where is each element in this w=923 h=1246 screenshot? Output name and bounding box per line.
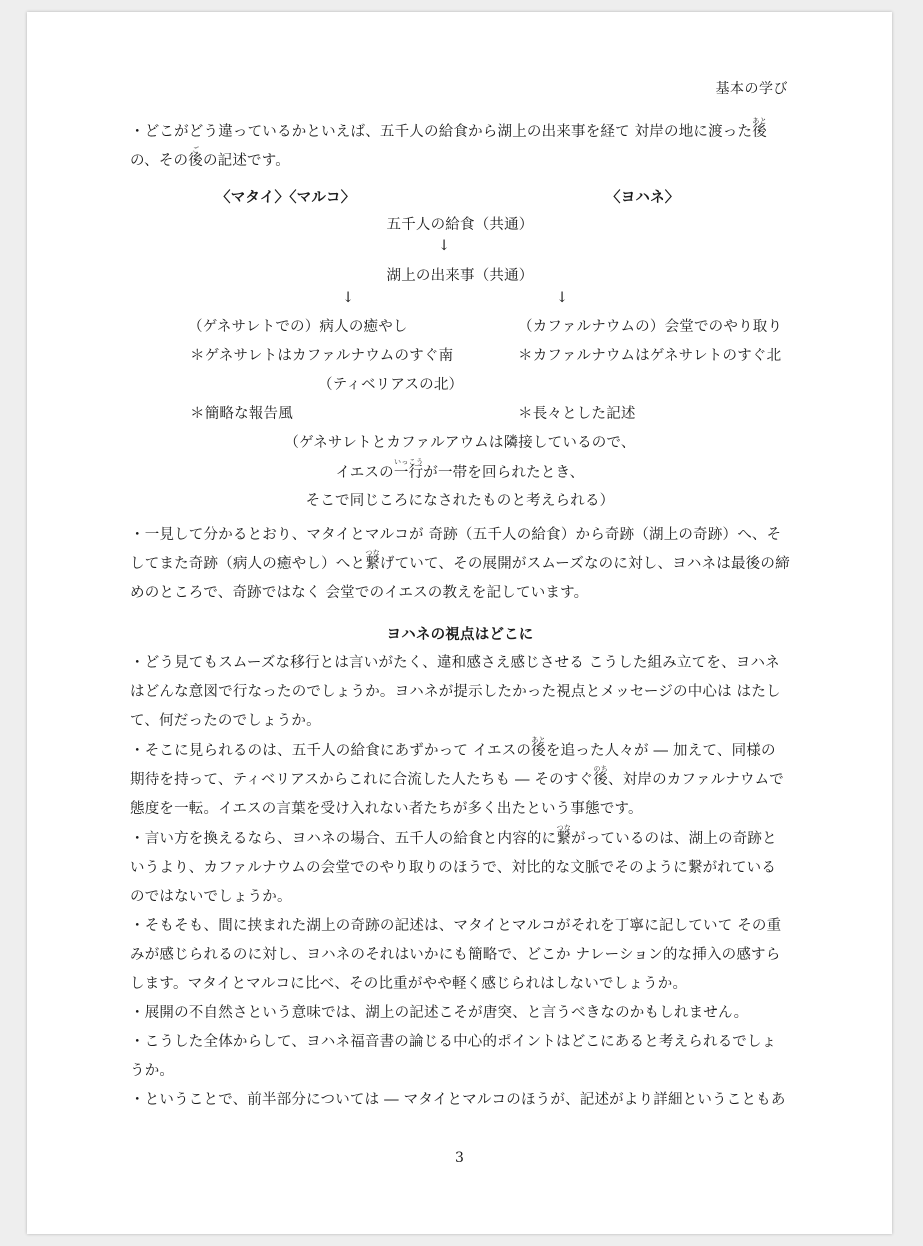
intro-text-3: の記述です。 xyxy=(202,153,290,169)
paragraph-5: ・そもそも、間に挟まれた湖上の奇跡の記述は、マタイとマルコがそれを丁寧に記していて その重みが感じられるのに対し、ヨハネのそれはいかにも簡略で、どこか ナレーション的な挿入の感すらします。マタイとマルコに比べ、その比重がやや軽く感じられはしないでしょうか。 xyxy=(130,918,782,992)
diagram-remark-3: そこで同じころになされたものと考えられる） xyxy=(305,493,615,509)
section-title: ヨハネの視点はどこに xyxy=(386,626,534,643)
diagram-right-note-1: ＊カファルナウムはゲネサレトのすぐ北 xyxy=(518,348,782,364)
diagram-right-item: （カファルナウムの）会堂でのやり取り xyxy=(518,319,783,335)
diagram-common-2: 湖上の出来事（共通） xyxy=(386,268,534,284)
intro-text-1: ・どこがどう違っているかといえば、五千人の給食から湖上の出来事を経て 対岸の地に渡った xyxy=(130,124,753,140)
page-header: 基本の学び xyxy=(715,81,788,97)
paragraph-2: ・どう見てもスムーズな移行とは言いがたく、違和感さえ感じさせる こうした組み立てを、ヨハネはどんな意図で行なったのでしょうか。ヨハネが提示したかった視点とメッセージの中心は はたして、何だったのでしょうか。 xyxy=(130,655,781,729)
ruby-ato: 後あと xyxy=(752,117,767,140)
diagram-right-heading: 〈ヨハネ〉 xyxy=(606,189,680,206)
diagram-arrow-right: ↓ xyxy=(556,290,569,306)
paragraph-1: ・一見して分かるとおり、マタイとマルコが 奇跡（五千人の給食）から奇跡（湖上の奇跡）へ、そしてまた奇跡（病人の癒やし）へと繋つなげていて、その展開がスムーズなのに対し、ヨハネは最後の締めのところで、奇跡ではなく 会堂でのイエスの教えを記しています。 xyxy=(130,527,790,601)
paragraph-7: ・こうした全体からして、ヨハネ福音書の論じる中心的ポイントはどこにあると考えられるでしょうか。 xyxy=(130,1034,777,1079)
ruby-tsuna: 繋つな xyxy=(365,549,380,572)
diagram-left-note-2: ＊簡略な報告風 xyxy=(190,406,293,422)
diagram-remark-1: （ゲネサレトとカファルアウムは隣接しているので、 xyxy=(284,435,636,451)
intro-paragraph xyxy=(130,117,790,176)
diagram-remark-2: イエスの一行いっこうが一帯を回られたとき、 xyxy=(335,458,585,481)
ruby-go: 後ご xyxy=(188,146,203,169)
diagram-arrow-left: ↓ xyxy=(342,290,355,306)
ruby-tsuna-2: 繋つな xyxy=(556,824,572,847)
ruby-nochi: 後のち xyxy=(593,765,608,788)
comparison-diagram xyxy=(130,183,790,509)
paragraph-6: ・展開の不自然さという意味では、湖上の記述こそが唐突、と言うべきなのかもしれません。 xyxy=(130,1005,749,1021)
diagram-left-note-1b: （ティベリアスの北） xyxy=(318,377,464,393)
diagram-arrow-center: ↓ xyxy=(438,238,451,254)
ruby-ato-2: 後あと xyxy=(531,736,546,759)
paragraph-3: ・そこに見られるのは、五千人の給食にあずかって イエスの後あとを追った人々が ― 加えて、同様の期待を持って、ティベリアスからこれに合流した人たちも ― そのすぐ後のち、対岸のカファルナウムで態度を一転。イエスの言葉を受け入れない者たちが多く出たという事態です。 xyxy=(130,736,784,817)
document-page xyxy=(27,12,892,1234)
page-number: 3 xyxy=(455,1150,464,1166)
diagram-left-item: （ゲネサレトでの）病人の癒やし xyxy=(188,319,408,335)
diagram-left-heading: 〈マタイ〉〈マルコ〉 xyxy=(216,189,356,206)
paragraph-4: ・言い方を換えるなら、ヨハネの場合、五千人の給食と内容的に繋つながっているのは、湖上の奇跡というより、カファルナウムの会堂でのやり取りのほうで、対比的な文脈でそのように繋がれているのではないでしょうか。 xyxy=(130,824,777,905)
page-body xyxy=(130,117,790,1115)
diagram-left-note-1: ＊ゲネサレトはカファルナウムのすぐ南 xyxy=(190,348,454,364)
diagram-common-1: 五千人の給食（共通） xyxy=(386,217,534,233)
diagram-right-note-2: ＊長々とした記述 xyxy=(518,406,636,422)
paragraph-8: ・ということで、前半部分については ― マタイとマルコのほうが、記述がより詳細ということもあ xyxy=(130,1092,786,1108)
intro-text-2: の、その xyxy=(130,153,189,169)
ruby-ikko: 一行いっこう xyxy=(393,458,424,481)
